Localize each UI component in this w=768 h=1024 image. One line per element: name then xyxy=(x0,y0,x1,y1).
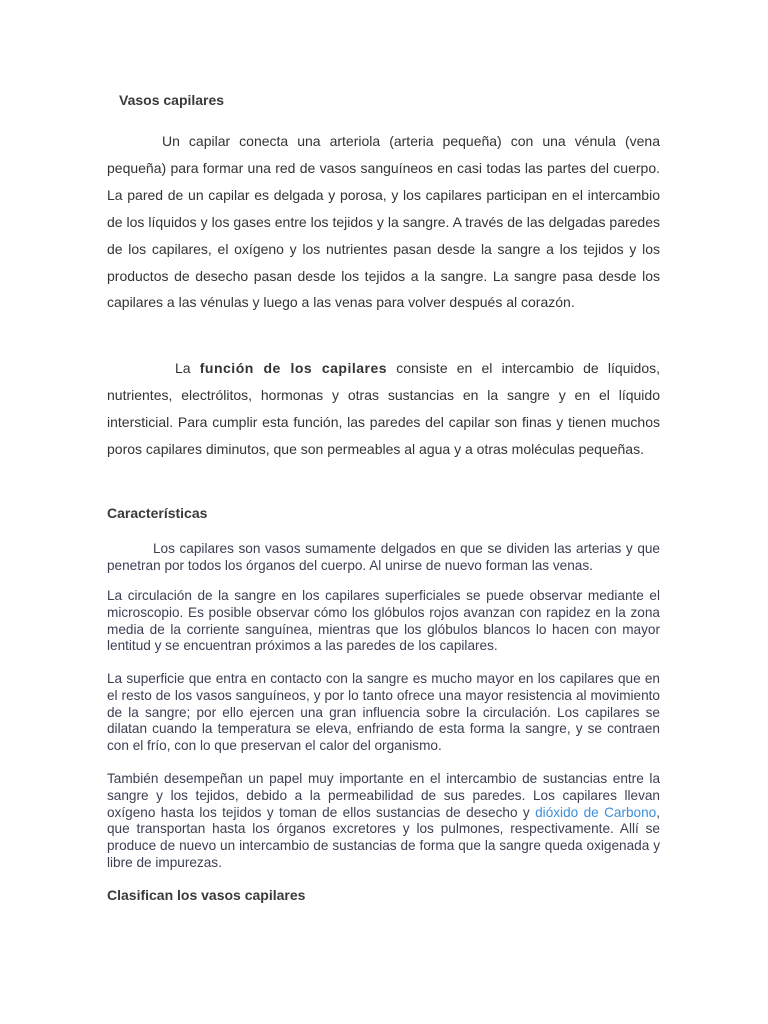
heading-vasos-capilares: Vasos capilares xyxy=(119,92,225,108)
caracteristicas-paragraph-1 xyxy=(107,541,660,575)
caract-4-before-link: También desempeñan un papel muy importante en el intercambio de sustancias entre la sangre y los tejidos, debido a la permeabilidad de sus paredes. Los capilares llevan oxígeno hasta los tejidos y toman de ellos sustancias de desecho y xyxy=(107,771,660,820)
caracteristicas-paragraph-2: La circulación de la sangre en los capilares superficiales se puede observar mediante el microscopio. Es posible observar cómo los glóbulos rojos avanzan con rapidez en la zona media de la corriente sanguínea, mientras que los glóbulos blancos lo hacen con mayor lentitud y se encuentran próximos a las paredes de los capilares. xyxy=(107,588,660,654)
paragraph-capilar-definicion xyxy=(107,128,660,316)
paragraph-2-prefix: La xyxy=(175,360,191,376)
caracteristicas-paragraph-3: La superficie que entra en contacto con la sangre es mucho mayor en los capilares que en el resto de los vasos sanguíneos, y por lo tanto ofrece una mayor resistencia al movimiento de la sangre; por ello ejercen una gran influencia sobre la circulación. Los capilares se dilatan cuando la temperatura se eleva, enfriando de esta forma la sangre, y se contraen con el frío, con lo que preservan el calor del organismo. xyxy=(107,671,660,754)
caracteristicas-paragraph-4 xyxy=(107,771,660,872)
bold-term-funcion: función de los capilares xyxy=(199,360,388,376)
link-dioxido-de-carbono[interactable]: dióxido de Carbono xyxy=(535,804,657,820)
heading-caracteristicas: Características xyxy=(107,505,208,521)
paragraph-2-rest: consiste en el intercambio de líquidos, nutrientes, electrólitos, hormonas y otras sustancias en la sangre y en el líquido intersticial. Para cumplir esta función, las paredes del capilar son finas y tienen muchos poros capilares diminutos, que son permeables al agua y a otras moléculas pequeñas. xyxy=(107,360,660,457)
paragraph-1-text: Un capilar conecta una arteriola (arteria pequeña) con una vénula (vena pequeña) para formar una red de vasos sanguíneos en casi todas las partes del cuerpo. La pared de un capilar es delgada y porosa, y los capilares participan en el intercambio de los líquidos y los gases entre los tejidos y la sangre. A través de las delgadas paredes de los capilares, el oxígeno y los nutrientes pasan desde la sangre a los tejidos y los productos de desecho pasan desde los tejidos a la sangre. La sangre pasa desde los capilares a las vénulas y luego a las venas para volver después al corazón. xyxy=(107,133,660,311)
caract-1-text: Los capilares son vasos sumamente delgados en que se dividen las arterias y que penetran por todos los órganos del cuerpo. Al unirse de nuevo forman las venas. xyxy=(107,541,660,573)
caract-4-after-link: , que transportan hasta los órganos excretores y los pulmones, respectivamente. Allí se produce de nuevo un intercambio de sustancias de forma que la sangre queda oxigenada y libre de impurezas. xyxy=(107,804,660,870)
heading-clasifican-vasos: Clasifican los vasos capilares xyxy=(107,887,306,903)
paragraph-funcion-capilares xyxy=(107,355,660,463)
